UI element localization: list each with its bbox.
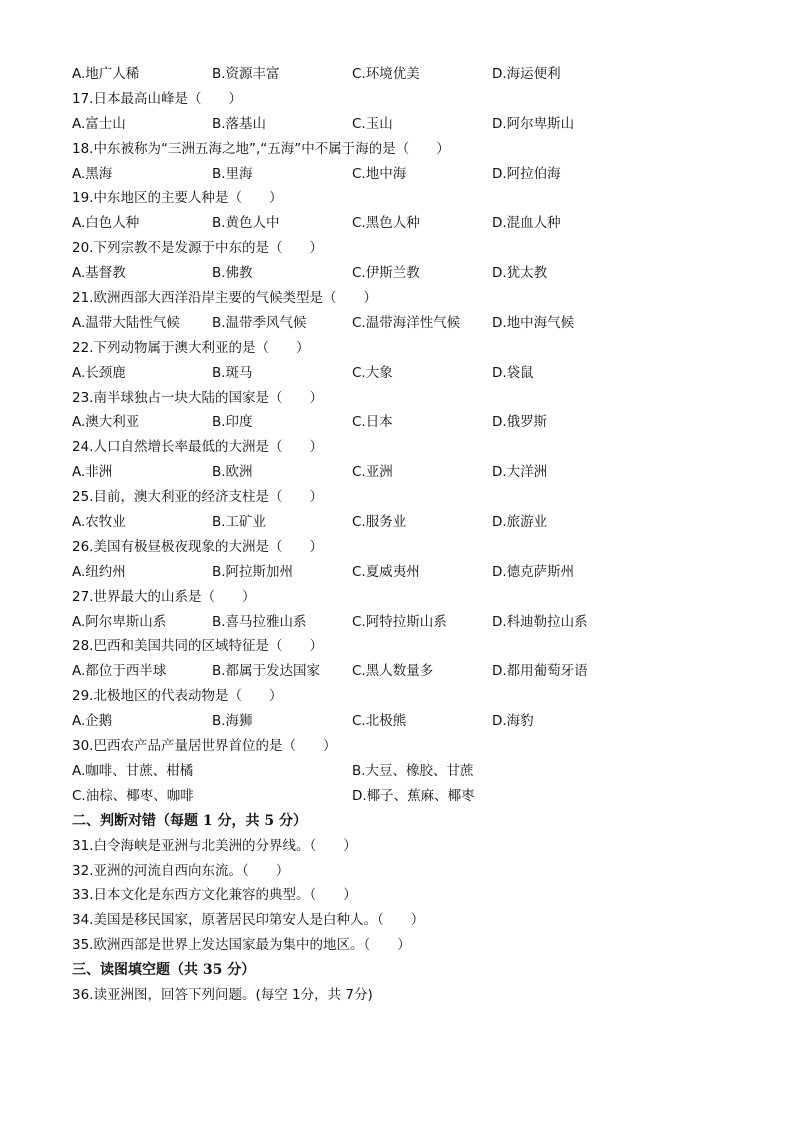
option-a: A.长颈鹿 (72, 364, 126, 381)
options-row (72, 410, 732, 435)
question-stem: 21.欧洲西部大西洋沿岸主要的气候类型是（ ） (72, 290, 377, 307)
question-stem: 18.中东被称为“三洲五海之地”,“五海”中不属于海的是（ ） (72, 140, 450, 157)
options-row (72, 510, 732, 535)
option-c: C.阿特拉斯山系 (352, 613, 447, 630)
judge-item: 31.白令海峡是亚洲与北美洲的分界线。（ ） (72, 837, 357, 854)
option-d: D.科迪勒拉山系 (492, 613, 588, 630)
question-stem: 19.中东地区的主要人种是（ ） (72, 190, 283, 207)
option-c: C.日本 (352, 414, 393, 431)
option-b: B.大豆、橡胶、甘蔗 (352, 762, 474, 779)
option-c: C.北极熊 (352, 713, 407, 730)
option-b: B.温带季风气候 (212, 314, 307, 331)
option-a: A.企鹅 (72, 713, 113, 730)
option-d: D.海豹 (492, 713, 534, 730)
option-b: B.欧洲 (212, 464, 253, 481)
option-c: C.黑人数量多 (352, 663, 434, 680)
option-a: A.纽约州 (72, 563, 126, 580)
options-row (72, 261, 732, 286)
option-b: B.黄色人中 (212, 215, 280, 232)
options-row-30a (72, 759, 732, 784)
section-heading-judge: 二、判断对错（每题 1 分，共 5 分） (72, 812, 307, 829)
options-row (72, 560, 732, 585)
question-stem: 17.日本最高山峰是（ ） (72, 90, 242, 107)
option-d: D.袋鼠 (492, 364, 534, 381)
section-heading-map: 三、读图填空题（共 35 分） (72, 962, 256, 979)
option-c: C.亚洲 (352, 464, 393, 481)
option-d: D.大洋洲 (492, 464, 548, 481)
option-c: C.玉山 (352, 115, 393, 132)
option-d: D.混血人种 (492, 215, 561, 232)
options-row (72, 361, 732, 386)
option-a: A.澳大利亚 (72, 414, 140, 431)
options-row (72, 610, 732, 635)
option-d: D.阿尔卑斯山 (492, 115, 575, 132)
option-c: C.黑色人种 (352, 215, 420, 232)
option-a: A.非洲 (72, 464, 113, 481)
question-stem: 30.巴西农产品产量居世界首位的是（ ） (72, 738, 337, 755)
option-c: C.夏威夷州 (352, 563, 420, 580)
option-b: B.阿拉斯加州 (212, 563, 294, 580)
question-stem: 20.下列宗教不是发源于中东的是（ ） (72, 240, 323, 257)
option-a: A.基督教 (72, 265, 126, 282)
option-d: D.犹太教 (492, 265, 548, 282)
options-row (72, 311, 732, 336)
option-c: C.大象 (352, 364, 393, 381)
judge-item: 33.日本文化是东西方文化兼容的典型。（ ） (72, 887, 357, 904)
options-row-16 (72, 62, 732, 87)
option-b: B.印度 (212, 414, 253, 431)
option-a: A.富士山 (72, 115, 126, 132)
options-row (72, 709, 732, 734)
option-d: D.海运便利 (492, 66, 561, 82)
options-row (72, 460, 732, 485)
judge-item: 32.亚洲的河流自西向东流。（ ） (72, 862, 290, 879)
question-stem: 24.人口自然增长率最低的大洲是（ ） (72, 439, 323, 456)
option-a: A.阿尔卑斯山系 (72, 613, 167, 630)
judge-item: 34.美国是移民国家，原著居民印第安人是白种人。（ ） (72, 912, 425, 929)
option-c: C.油棕、椰枣、咖啡 (72, 787, 194, 804)
option-b: B.里海 (212, 165, 253, 182)
question-stem: 27.世界最大的山系是（ ） (72, 588, 256, 605)
option-b: B.工矿业 (212, 514, 267, 531)
question-stem: 28.巴西和美国共同的区域特征是（ ） (72, 638, 323, 655)
option-b: B.海狮 (212, 713, 253, 730)
option-d: D.德克萨斯州 (492, 563, 575, 580)
judge-item: 35.欧洲西部是世界上发达国家最为集中的地区。（ ） (72, 937, 411, 954)
options-row (72, 162, 732, 187)
question-stem: 26.美国有极昼极夜现象的大洲是（ ） (72, 538, 323, 555)
question-stem: 23.南半球独占一块大陆的国家是（ ） (72, 389, 323, 406)
option-d: D.都用葡萄牙语 (492, 663, 588, 680)
options-row-30b (72, 784, 732, 809)
option-a: A.都位于西半球 (72, 663, 167, 680)
options-row (72, 112, 732, 137)
question-stem: 22.下列动物属于澳大利亚的是（ ） (72, 339, 310, 356)
option-b: B.斑马 (212, 364, 253, 381)
option-a: A.咖啡、甘蔗、柑橘 (72, 762, 194, 779)
option-c: C.服务业 (352, 514, 407, 531)
question-stem: 25.目前，澳大利亚的经济支柱是（ ） (72, 489, 323, 506)
question-stem: 29.北极地区的代表动物是（ ） (72, 688, 283, 705)
option-c: C.环境优美 (352, 66, 420, 82)
option-b: B.都属于发达国家 (212, 663, 321, 680)
option-d: D.椰子、蕉麻、椰枣 (352, 787, 475, 804)
map-question: 36.读亚洲图，回答下列问题。(每空 1分，共 7分) (72, 986, 373, 1003)
option-d: D.俄罗斯 (492, 414, 548, 431)
option-b: B.资源丰富 (212, 66, 280, 82)
option-a: A.黑海 (72, 165, 113, 182)
option-b: B.佛教 (212, 265, 253, 282)
option-d: D.地中海气候 (492, 314, 575, 331)
option-a: A.温带大陆性气候 (72, 314, 180, 331)
option-d: D.旅游业 (492, 514, 548, 531)
options-row (72, 211, 732, 236)
option-c: C.伊斯兰教 (352, 265, 420, 282)
question-list (72, 87, 732, 734)
option-a: A.农牧业 (72, 514, 126, 531)
option-d: D.阿拉伯海 (492, 165, 561, 182)
option-b: B.落基山 (212, 115, 267, 132)
exam-page (72, 62, 732, 1008)
option-a: A.地广人稀 (72, 66, 140, 82)
options-row (72, 659, 732, 684)
option-c: C.温带海洋性气候 (352, 314, 461, 331)
option-b: B.喜马拉雅山系 (212, 613, 307, 630)
option-a: A.白色人种 (72, 215, 140, 232)
option-c: C.地中海 (352, 165, 407, 182)
